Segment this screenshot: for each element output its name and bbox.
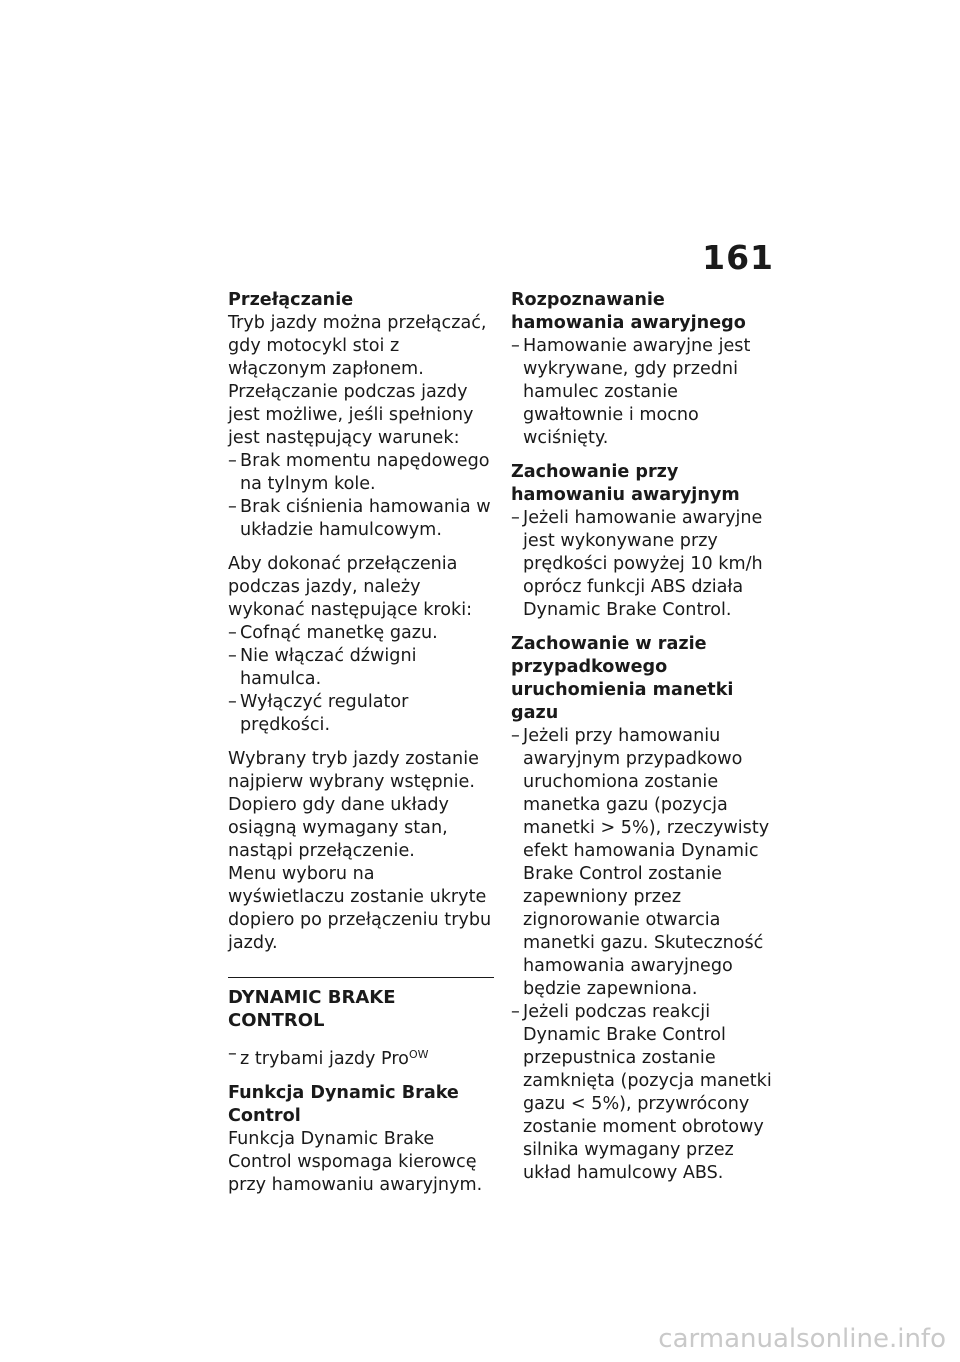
heading-switching: Przełączanie	[228, 290, 354, 310]
right-column	[511, 289, 783, 1185]
heading-throttle: Zachowanie w razie przypadkowego uruchomienia manetki gazu	[511, 634, 734, 723]
paragraph-switching: Tryb jazdy można przełączać, gdy motocykl stoi z włączonym zapłonem. Przełączanie podczas jazdy jest możliwe, jeśli spełniony jest następujący warunek:	[228, 313, 487, 448]
page-number: 161	[702, 238, 774, 277]
list-item: – Cofnąć manetkę gazu.	[228, 622, 494, 645]
behavior-list	[511, 507, 783, 622]
list-item: – Jeżeli podczas reakcji Dynamic Brake Control przepustnica zostanie zamknięta (pozycja manetki gazu < 5%), przywrócony zostanie moment obrotowy silnika wymagany przez układ hamulcowy ABS.	[511, 1001, 783, 1185]
heading-detection: Rozpoznawanie hamowania awaryjnego	[511, 290, 746, 333]
list-item: – Jeżeli hamowanie awaryjne jest wykonywane przy prędkości powyżej 10 km/h oprócz funkcji ABS działa Dynamic Brake Control.	[511, 507, 783, 622]
option-code: OW	[408, 1048, 429, 1061]
list-item: – Jeżeli przy hamowaniu awaryjnym przypadkowo uruchomiona zostanie manetka gazu (pozycja manetki > 5%), rzeczywisty efekt hamowania Dynamic Brake Control zostanie zapewniony przez zignorowanie otwarcia manetki gazu. Skuteczność hamowania awaryjnego będzie zapewniona.	[511, 725, 783, 1001]
list-item: – Brak ciśnienia hamowania w układzie hamulcowym.	[228, 496, 494, 542]
option-item	[228, 1043, 494, 1071]
paragraph-dbc-function: Funkcja Dynamic Brake Control wspomaga kierowcę przy hamowaniu awaryjnym.	[228, 1129, 483, 1195]
paragraph-preselect: Wybrany tryb jazdy zostanie najpierw wybrany wstępnie. Dopiero gdy dane układy osiągną wymagany stan, nastąpi przełączenie.	[228, 749, 479, 861]
left-column	[228, 289, 494, 1197]
option-text: z trybami jazdy Pro	[240, 1049, 409, 1069]
heading-behavior: Zachowanie przy hamowaniu awaryjnym	[511, 462, 740, 505]
section-divider	[228, 977, 494, 1032]
watermark: carmanualsonline.info	[658, 1324, 946, 1354]
steps-list	[228, 622, 494, 737]
paragraph-menu: Menu wyboru na wyświetlaczu zostanie ukryte dopiero po przełączeniu trybu jazdy.	[228, 864, 492, 953]
list-item: – Nie włączać dźwigni hamulca.	[228, 645, 494, 691]
list-item: – Wyłączyć regulator prędkości.	[228, 691, 494, 737]
throttle-list	[511, 725, 783, 1185]
list-item: – Brak momentu napędowego na tylnym kole.	[228, 450, 494, 496]
conditions-list	[228, 450, 494, 542]
option-list	[228, 1043, 494, 1071]
paragraph-steps-intro: Aby dokonać przełączenia podczas jazdy, należy wykonać następujące kroki:	[228, 554, 473, 620]
heading-dbc-function: Funkcja Dynamic Brake Control	[228, 1083, 459, 1126]
detection-list	[511, 335, 783, 450]
list-item: – Hamowanie awaryjne jest wykrywane, gdy przedni hamulec zostanie gwałtownie i mocno wciśnięty.	[511, 335, 783, 450]
section-title: DYNAMIC BRAKE CONTROL	[228, 987, 396, 1031]
